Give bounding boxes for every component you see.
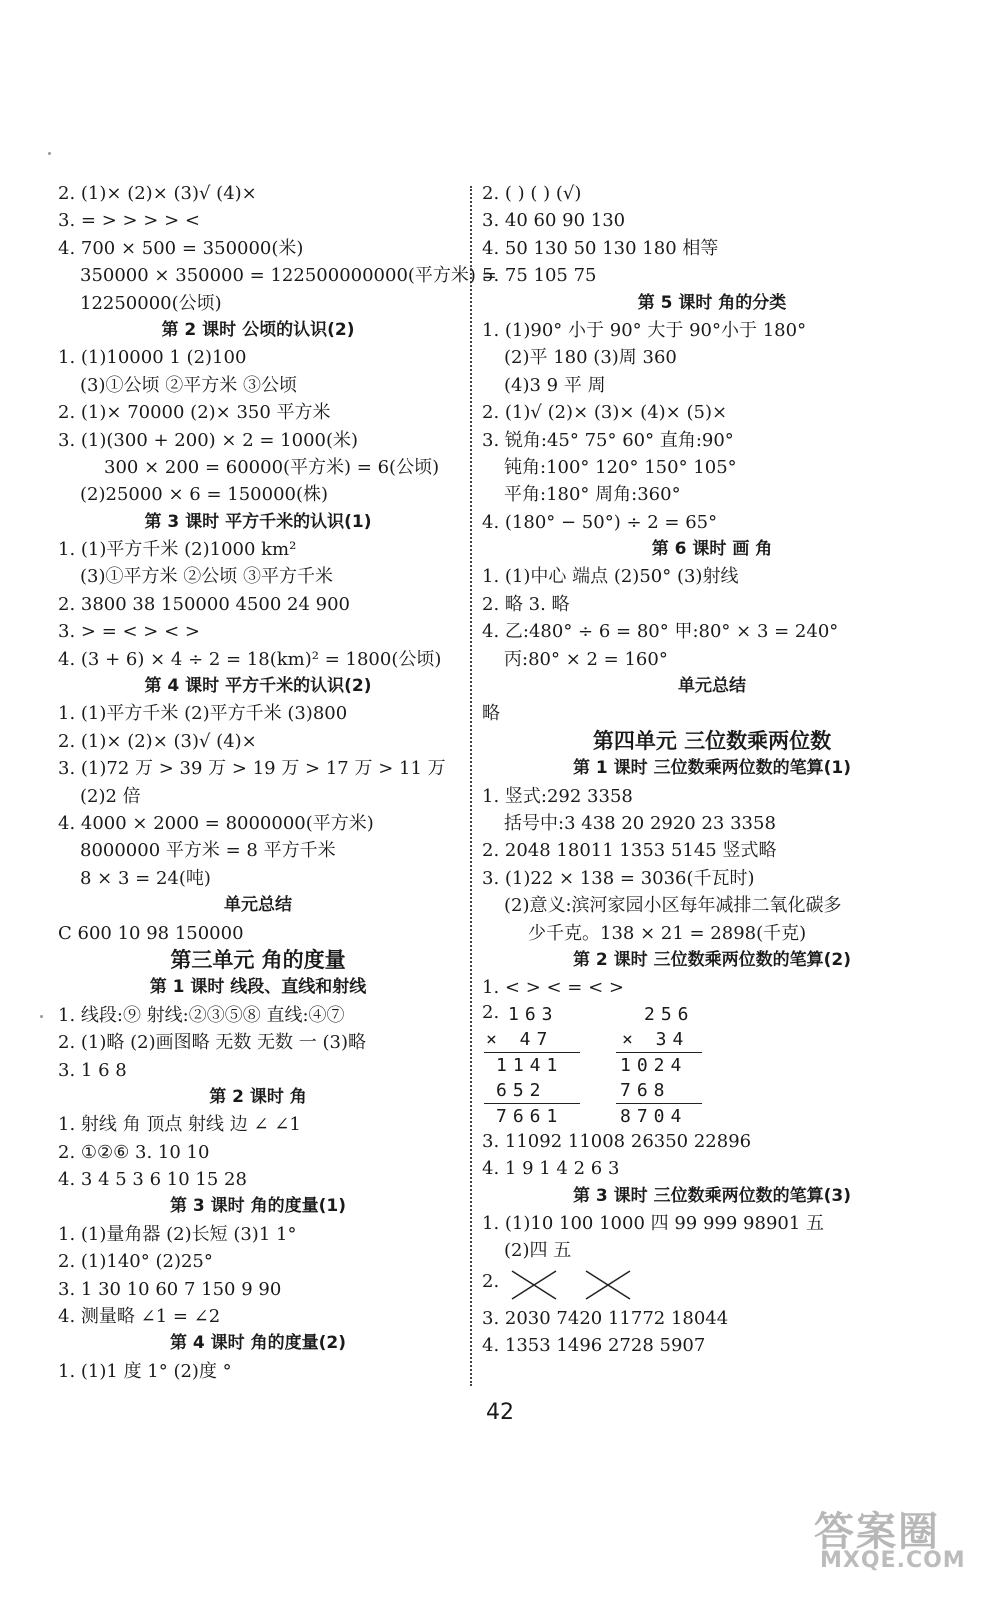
lesson-heading: 第 3 课时 角的度量(1) — [170, 1196, 346, 1217]
page-number: 42 — [486, 1400, 514, 1425]
lesson-heading: 第 2 课时 角 — [209, 1086, 307, 1107]
answer-line: 12250000(公顷) — [80, 292, 222, 314]
answer-line: 3. (1)72 万 > 39 万 > 19 万 > 17 万 > 11 万 — [58, 758, 446, 780]
answer-line: 2. ( ) ( ) (√) — [482, 183, 582, 204]
answer-line: 1. (1)10 100 1000 四 99 999 98901 五 — [482, 1212, 825, 1234]
mult-a-multiplicand: 163 — [508, 1003, 559, 1025]
answer-line: 2. (1)略 (2)画图略 无数 无数 一 (3)略 — [58, 1032, 366, 1054]
watermark-main-text: 答案圈 — [814, 1509, 940, 1555]
watermark-sub-text: MXQE.COM — [820, 1548, 966, 1573]
answer-line: 3. 1 6 8 — [58, 1059, 127, 1081]
answer-line: 少千克。138 × 21 = 2898(千克) — [528, 922, 807, 944]
scan-speck — [40, 1015, 43, 1018]
answer-line: 1. 线段:⑨ 射线:②③⑤⑧ 直线:④⑦ — [58, 1004, 345, 1026]
answer-line: 1. (1)中心 端点 (2)50° (3)射线 — [482, 566, 739, 588]
answer-line: 3. 1 30 10 60 7 150 9 90 — [58, 1278, 282, 1300]
right-column-bottom — [482, 1305, 942, 1360]
lesson-heading: 第 2 课时 公顷的认识(2) — [161, 319, 355, 340]
answer-line: 350000 × 350000 = 122500000000(平方米) = — [80, 265, 497, 287]
answer-line: 1. (1)90° 小于 90° 大于 90°小于 180° — [482, 319, 807, 341]
answer-line: 4. 1 9 1 4 2 6 3 — [482, 1158, 620, 1180]
answer-line: 2. 2048 18011 1353 5145 竖式略 — [482, 840, 777, 862]
cross-lines-graphic — [508, 1265, 688, 1305]
answer-line: 略 — [482, 703, 500, 725]
lesson-heading: 第 3 课时 三位数乘两位数的笔算(3) — [573, 1185, 851, 1206]
answer-line: 3. > = < > < > — [58, 621, 200, 643]
answer-line: 1. (1)量角器 (2)长短 (3)1 1° — [58, 1223, 297, 1245]
answer-line: 3. (1)22 × 138 = 3036(千瓦时) — [482, 867, 755, 889]
answer-line: 2. (1)× (2)× (3)√ (4)× — [58, 183, 257, 204]
answer-line: 8 × 3 = 24(吨) — [80, 867, 211, 889]
answer-line: 4. 4000 × 2000 = 8000000(平方米) — [58, 812, 374, 834]
left-column — [58, 180, 497, 1385]
answer-line: (2)意义:滨河家园小区每年减排二氧化碳多 — [504, 895, 842, 917]
question-label: 2. — [482, 1001, 500, 1023]
answer-line: 4. 50 130 50 130 180 相等 — [482, 237, 719, 259]
answer-line: 5. 75 105 75 — [482, 265, 597, 287]
answer-line: 8000000 平方米 = 8 平方千米 — [80, 840, 336, 862]
answer-line: 3. 2030 7420 11772 18044 — [482, 1307, 729, 1329]
answer-line: 1. (1)1 度 1° (2)度 ° — [58, 1360, 232, 1382]
answer-line: 2. (1)√ (2)× (3)× (4)× (5)× — [482, 402, 728, 424]
answer-line: 2. 略 3. 略 — [482, 593, 570, 615]
mult-a-partial-2: 652 — [496, 1079, 547, 1101]
answer-line: 3. 锐角:45° 75° 60° 直角:90° — [482, 429, 734, 451]
answer-line: 300 × 200 = 60000(平方米) = 6(公顷) — [104, 456, 440, 478]
mult-b-partial-2: 768 — [620, 1079, 671, 1101]
right-column — [482, 180, 942, 1359]
lesson-heading: 第 5 课时 角的分类 — [637, 292, 787, 313]
answer-line: 括号中:3 438 20 2920 23 3358 — [504, 812, 776, 834]
answer-line: 丙:80° × 2 = 160° — [504, 648, 668, 670]
lesson-heading: 第 2 课时 三位数乘两位数的笔算(2) — [573, 949, 851, 970]
answer-line: 1. (1)平方千米 (2)1000 km² — [58, 539, 297, 561]
answer-line: 3. = > > > > < — [58, 210, 200, 232]
mult-a-multiplier: × 47 — [486, 1028, 554, 1050]
answer-line: 3. 11092 11008 26350 22896 — [482, 1130, 752, 1152]
lesson-heading: 第 3 课时 平方千米的认识(1) — [144, 511, 372, 532]
answer-line: 2. 3800 38 150000 4500 24 900 — [58, 593, 350, 615]
scan-speck — [48, 152, 51, 155]
mult-a-partial-1: 1141 — [496, 1054, 564, 1076]
answer-line: 4. (180° − 50°) ÷ 2 = 65° — [482, 511, 718, 533]
answer-line: (4)3 9 平 周 — [504, 374, 606, 396]
answer-line: 4. 3 4 5 3 6 10 15 28 — [58, 1169, 247, 1191]
answer-line: (2)25000 × 6 = 150000(株) — [80, 484, 329, 506]
answer-line: 1. 射线 角 顶点 射线 边 ∠ ∠1 — [58, 1114, 301, 1136]
answer-line: 钝角:100° 120° 150° 105° — [504, 456, 737, 478]
answer-line: (2)平 180 (3)周 360 — [504, 347, 677, 369]
answer-line: 4. 700 × 500 = 350000(米) — [58, 237, 304, 259]
mult-b-partial-1: 1024 — [620, 1054, 688, 1076]
mult-b-multiplier: × 34 — [622, 1028, 690, 1050]
answer-line: 1. < > < = < > — [482, 977, 624, 999]
mult-b-multiplicand: 256 — [644, 1003, 695, 1025]
lesson-heading: 第 6 课时 画 角 — [651, 539, 773, 560]
right-column-middle — [482, 1128, 942, 1265]
lesson-heading: 第 1 课时 三位数乘两位数的笔算(1) — [573, 758, 851, 779]
answer-line: 4. 1353 1496 2728 5907 — [482, 1335, 706, 1357]
answer-line: 2. ①②⑥ 3. 10 10 — [58, 1141, 210, 1163]
answer-line: 4. (3 + 6) × 4 ÷ 2 = 18(km)² = 1800(公顷) — [58, 648, 442, 670]
answer-line: 4. 乙:480° ÷ 6 = 80° 甲:80° × 3 = 240° — [482, 621, 839, 643]
lesson-heading: 第 4 课时 平方千米的认识(2) — [144, 676, 372, 697]
column-divider — [470, 186, 472, 1386]
answer-line: 2. (1)× (2)× (3)√ (4)× — [58, 730, 257, 752]
answer-line: (3)①公顷 ②平方米 ③公顷 — [80, 374, 297, 396]
answer-line: 平角:180° 周角:360° — [504, 484, 681, 506]
lesson-heading: 第 1 课时 线段、直线和射线 — [149, 977, 367, 998]
answer-line: 1. 竖式:292 3358 — [482, 785, 633, 807]
answer-line: 3. 40 60 90 130 — [482, 210, 626, 232]
mult-b-result: 8704 — [620, 1105, 688, 1127]
lesson-heading: 单元总结 — [678, 676, 746, 697]
answer-line: (2)四 五 — [504, 1240, 572, 1262]
unit-heading: 第三单元 角的度量 — [170, 947, 346, 972]
lesson-heading: 第 4 课时 角的度量(2) — [170, 1333, 346, 1354]
answer-line: C 600 10 98 150000 — [58, 922, 244, 944]
answer-line: 4. 测量略 ∠1 = ∠2 — [58, 1306, 221, 1328]
matching-lines — [482, 1265, 942, 1305]
vertical-multiplication — [482, 1002, 942, 1128]
answer-line: 3. (1)(300 + 200) × 2 = 1000(米) — [58, 429, 359, 451]
question-label: 2. — [482, 1270, 500, 1292]
unit-heading: 第四单元 三位数乘两位数 — [592, 728, 832, 753]
answer-line: (2)2 倍 — [80, 785, 141, 807]
watermark-logo — [800, 1500, 980, 1580]
answer-line: (3)①平方米 ②公顷 ③平方千米 — [80, 566, 333, 588]
right-column-top — [482, 180, 942, 1002]
mult-a-result: 7661 — [496, 1105, 564, 1127]
lesson-heading: 单元总结 — [224, 895, 292, 916]
answer-line: 1. (1)10000 1 (2)100 — [58, 347, 247, 369]
answer-line: 2. (1)140° (2)25° — [58, 1251, 213, 1273]
answer-line: 2. (1)× 70000 (2)× 350 平方米 — [58, 402, 331, 424]
answer-line: 1. (1)平方千米 (2)平方千米 (3)800 — [58, 703, 348, 725]
